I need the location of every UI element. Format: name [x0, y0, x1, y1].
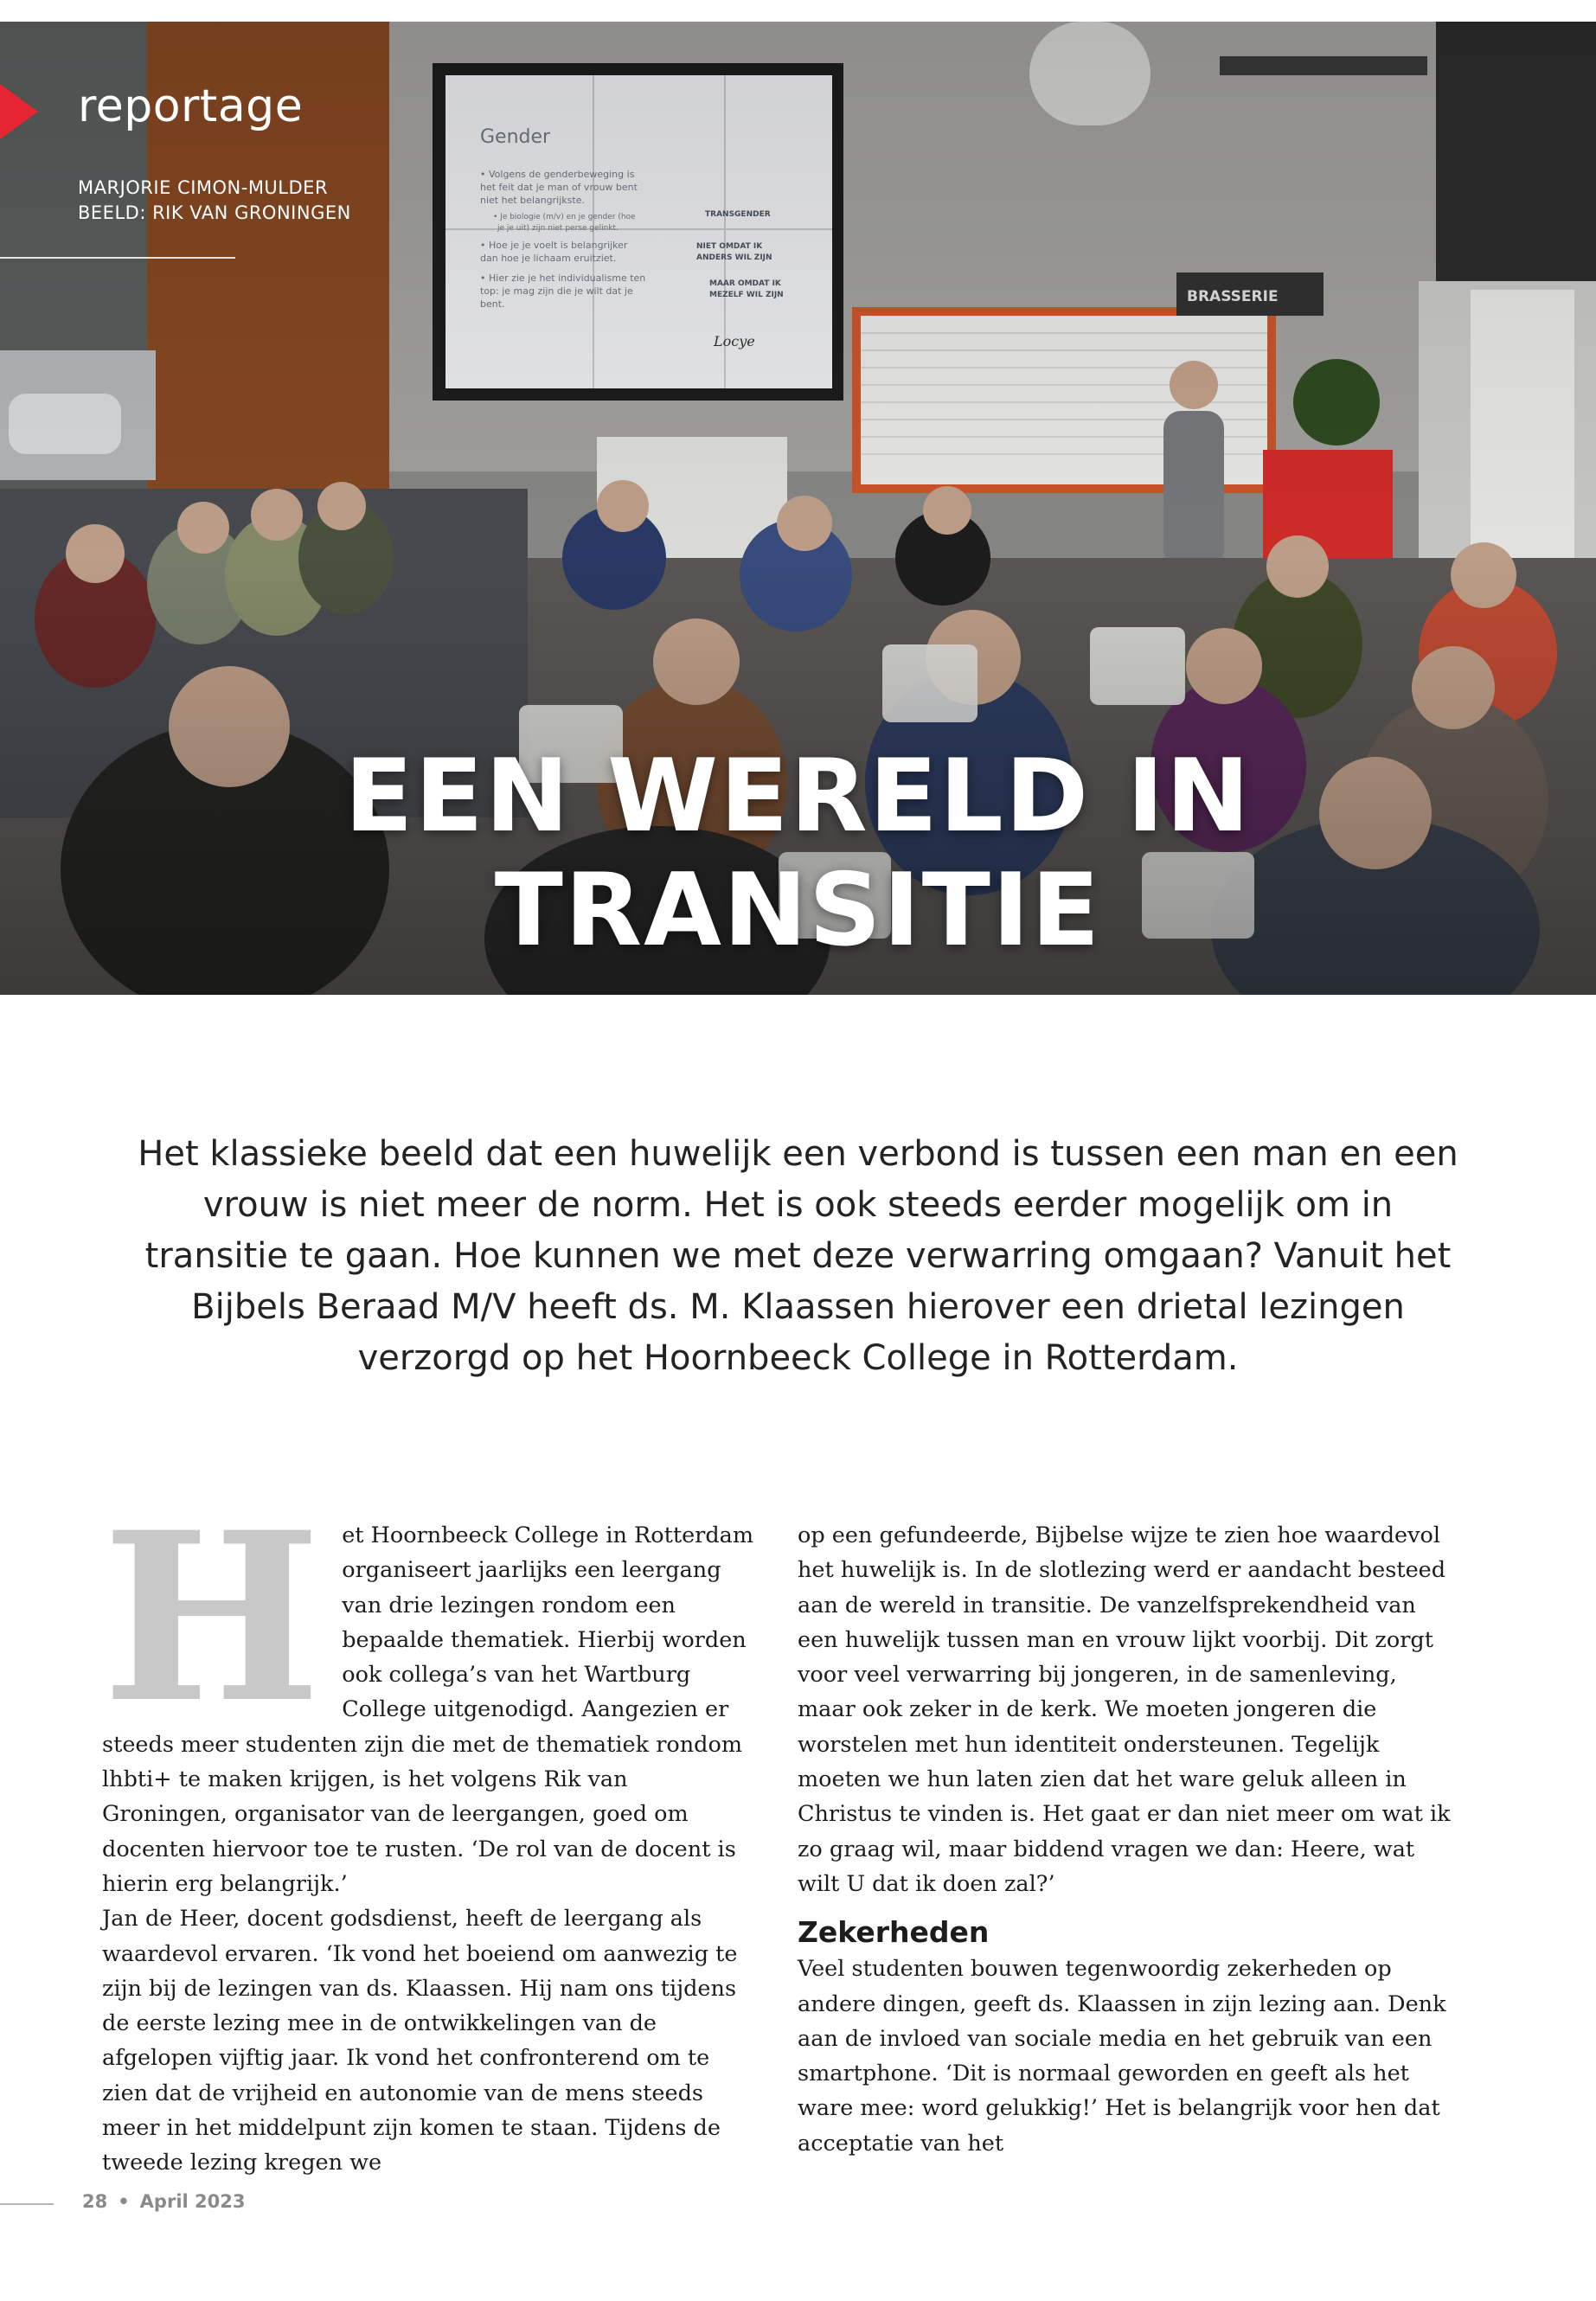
article-lead: Het klassieke beeld dat een huwelijk een verbond is tussen een man en een vrouw is niet meer de norm. Het is ook steeds eerder mogelijk om in transitie te gaan. Hoe kunnen we met deze verwarring omgaan? Vanuit het Bijbels Beraad M/V heeft ds. M. Klaassen hierover een drietal lezingen verzorgd op het Hoornbeeck College in Rotterdam. — [138, 1134, 1458, 1378]
subheading: Zekerheden — [798, 1915, 990, 1950]
drop-cap: H — [102, 1482, 322, 1754]
body-column-right — [798, 1518, 1455, 2161]
byline-divider — [0, 257, 235, 259]
byline — [78, 176, 351, 226]
paragraph-2: Jan de Heer, docent godsdienst, heeft de leergang als waardevol ervaren. ‘Ik vond het boeiend om aanwezig te zijn bij de lezingen van ds. Klaassen. Hij nam ons tijdens de eerste lezing mee in de ontwikkelingen van de afgelopen vijftig jaar. Ik vond het confronterend om te zien dat de vrijheid en autonomie van de mens steeds meer in het middelpunt zijn komen te staan. Tijdens de tweede lezing kregen we — [102, 1906, 738, 2176]
page-folio — [82, 2191, 245, 2212]
paragraph-1: et Hoornbeeck College in Rotterdam organiseert jaarlijks een leergang van drie lezingen rondom een bepaalde thematiek. Hierbij worden ook collega’s van het Wartburg College uitgenodigd. Aangezien er steeds meer studenten zijn die met de thematiek rondom lhbti+ te maken krijgen, is het volgens Rik van Groningen, organisator van de leergangen, goed om docenten hiervoor toe te rusten. ‘De rol van de docent is hierin erg belangrijk.’ — [102, 1522, 754, 1897]
folio-separator: • — [118, 2191, 130, 2212]
hero-photo — [0, 22, 1596, 995]
title-line-1: EEN WERELD IN — [344, 738, 1252, 855]
title-line-2: TRANSITIE — [494, 852, 1102, 969]
photo-credit: BEELD: RIK VAN GRONINGEN — [78, 202, 351, 223]
paragraph-3: op een gefundeerde, Bijbelse wijze te zien hoe waardevol het huwelijk is. In de slotlezing werd er aandacht besteed aan de wereld in transitie. De vanzelfsprekendheid van een huwelijk tussen man en vrouw lijkt voorbij. Dit zorgt voor veel verwarring bij jongeren, in de samenleving, maar ook zeker in de kerk. We moeten jongeren die worstelen met hun identiteit ondersteunen. Tegelijk moeten we hun laten zien dat het ware geluk alleen in Christus te vinden is. Het gaat er dan niet meer om wat ik zo graag wil, maar biddend vragen we dan: Heere, wat wilt U dat ik doen zal?’ — [798, 1522, 1451, 1897]
issue-date: April 2023 — [139, 2191, 246, 2212]
author: MARJORIE CIMON-MULDER — [78, 177, 329, 198]
section-label: reportage — [78, 80, 304, 132]
page-number: 28 — [82, 2191, 108, 2212]
section-marker — [0, 84, 38, 139]
footer-rule — [0, 2203, 54, 2205]
article-title — [0, 740, 1596, 968]
paragraph-4: Veel studenten bouwen tegenwoordig zekerheden op andere dingen, geeft ds. Klaassen in zijn lezing aan. Denk aan de invloed van sociale media en het gebruik van een smartphone. ‘Dit is normaal geworden en geeft als het ware mee: word gelukkig!’ Het is belangrijk voor hen dat acceptatie van het — [798, 1956, 1446, 2157]
body-column-left — [102, 1482, 760, 2181]
